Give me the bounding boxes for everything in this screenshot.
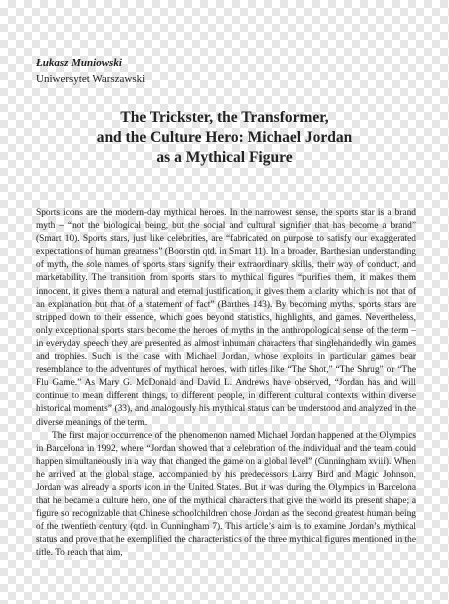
paper-title-line-1: The Trickster, the Transformer, (120, 109, 329, 126)
body-paragraph-2: The first major occurrence of the phenomenon named Michael Jordan happened at the Olympics in Barcelona in 1992, where “Jordan showed that a celebration of the individual and the team could happen simultaneously in a way that changed the game on a global level” (Cunningham xviii). When he arrived at the global stage, accompanied by his predecessors Larry Bird and Magic Johnson, Jordan was already a sports icon in the United States. But it was during the Olympics in Barcelona that he became a culture hero, one of the mythical characters that give the world its present shape; a figure so recognizable that Chinese schoolchildren chose Jordan as the second greatest human being of the twentieth century (qtd. in Cunningham 7). This article’s aim is to examine Jordan’s mythical status and prove that he exemplified the characteristics of the three mythical figures mentioned in the title. To reach that aim, (36, 430, 416, 559)
paper-title-line-3: as a Mythical Figure (156, 149, 293, 166)
body-paragraph-1: Sports icons are the modern-day mythical heroes. In the narrowest sense, the sports star is a brand myth – “not the biological being, but the social and cultural signifier that has become a brand” (Smart 10). Sports stars, just like celebrities, are “fabricated on purpose to satisfy our exaggerated expectations of human greatness” (Boorstin qtd. in Smart 11). In a broader, Barthesian understanding of myth, the sole names of sports stars signify their extraordinary skills, their way of conduct, and marketability. The transition from sports stars to mythical figures “purifies them, it makes them innocent, it gives them a natural and eternal justification, it gives them a clarity which is not that of an explanation but that of a statement of fact” (Barthes 143). By becoming myths, sports stars are stripped down to their essence, which goes beyond statistics, highlights, and games. Nevertheless, only exceptional sports stars become the heroes of myths in the anthropological sense of the term – in everyday speech they are presented as almost inhuman characters that singlehandedly win games and trophies. Such is the case with Michael Jordan, whose exploits in particular games bear resemblance to the adventures of mythical heroes, with titles like “The Shot,” “The Shrug” or “The Flu Game.” As Mary G. McDonald and David L. Andrews have observed, “Jordan has and will continue to mean different things, to different people, in different cultural contexts within diverse historical moments” (33), and analogously his mythical status can be understood and analyzed in the diverse meanings of the term. (36, 208, 416, 428)
paper-title-line-2: and the Culture Hero: Michael Jordan (96, 129, 353, 146)
body-text (36, 207, 416, 561)
author-name: Łukasz Muniowski (36, 57, 122, 69)
author-block (36, 56, 416, 86)
author-affiliation: Uniwersytet Warszawski (36, 73, 146, 85)
paper-title (30, 108, 419, 168)
